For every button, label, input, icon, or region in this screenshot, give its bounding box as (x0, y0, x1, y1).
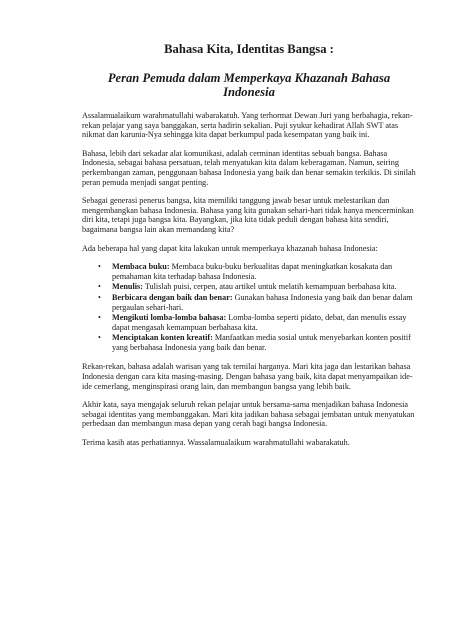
list-item-term: Membaca buku: (112, 262, 170, 272)
paragraph-closing: Terima kasih atas perhatiannya. Wassalamualaikum warahmatullahi wabarakatuh. (82, 438, 350, 448)
bullet-icon: • (98, 313, 101, 323)
list-item (98, 313, 416, 332)
list-item-term: Menciptakan konten kreatif: (112, 333, 213, 343)
paragraph-heritage: Rekan-rekan, bahasa adalah warisan yang tak ternilai harganya. Mari kita jaga dan lestarikan bahasa Indonesia dengan cara kita masing-masing. Dengan bahasa yang baik, kita dapat menyampaikan ide-ide cemerlang, menginspirasi orang lain, dan membangun bangsa yang lebih baik. (82, 362, 413, 391)
bullet-icon: • (98, 282, 101, 292)
list-item (98, 293, 416, 312)
bullet-icon: • (98, 262, 101, 272)
paragraph-invitation: Akhir kata, saya mengajak seluruh rekan pelajar untuk bersama-sama menjadikan bahasa Indonesia sebagai identitas yang membanggakan. Mari kita jadikan bahasa sebagai jembatan untuk menyatukan perbedaan dan membangun masa depan yang cerah bagi bangsa Indonesia. (82, 400, 415, 429)
list-item-term: Berbicara dengan baik dan benar: (112, 292, 233, 302)
paragraph-greeting: Assalamualaikum warahmatullahi wabarakatuh. Yang terhormat Dewan Juri yang berbahagia, rekan-rekan pelajar yang saya banggakan, serta hadirin sekalian. Puji syukur kehadirat Allah SWT atas nikmat dan karunia-Nya sehingga kita dapat berkumpul pada kesempatan yang baik ini. (82, 111, 413, 140)
list-item-text: Membaca buku-buku berkualitas dapat meningkatkan kosakata dan pemahaman kita terhadap bahasa Indonesia. (112, 262, 393, 281)
list-item-text: Tulislah puisi, cerpen, atau artikel untuk melatih kemampuan berbahasa kita. (142, 282, 397, 292)
list-item-text: Manfaatkan media sosial untuk menyebarkan konten positif yang berbahasa Indonesia yang baik dan benar. (112, 333, 411, 352)
list-item-text: Lomba-lomba seperti pidato, debat, dan menulis essay dapat mengasah kemampuan berbahasa kita. (112, 313, 407, 332)
action-list (82, 262, 416, 352)
list-item-text: Gunakan bahasa Indonesia yang baik dan benar dalam pergaulan sehari-hari. (112, 292, 413, 312)
list-item (98, 282, 416, 292)
list-item (98, 333, 416, 352)
list-item-term: Menulis: (112, 282, 143, 292)
document-title: Bahasa Kita, Identitas Bangsa : (164, 42, 334, 56)
bullet-icon: • (98, 333, 101, 343)
paragraph-list-intro: Ada beberapa hal yang dapat kita lakukan untuk memperkaya khazanah bahasa Indonesia: (82, 243, 378, 253)
paragraph-language-identity: Bahasa, lebih dari sekadar alat komunikasi, adalah cerminan identitas sebuah bangsa. Bahasa Indonesia, sebagai bahasa persatuan, telah menyatukan kita dalam keberagaman. Namun, seiring perkembangan zaman, penggunaan bahasa Indonesia yang baik dan benar semakin terkikis. Di sinilah peran pemuda menjadi sangat penting. (82, 148, 416, 187)
bullet-icon: • (98, 292, 101, 302)
list-item-term: Mengikuti lomba-lomba bahasa: (112, 313, 227, 323)
list-item (98, 262, 416, 281)
document-subtitle: Peran Pemuda dalam Memperkaya Khazanah Bahasa Indonesia (107, 71, 391, 99)
paragraph-youth-responsibility: Sebagai generasi penerus bangsa, kita memiliki tanggung jawab besar untuk melestarikan dan mengembangkan bahasa Indonesia. Bahasa yang kita gunakan sehari-hari tidak hanya mencerminkan diri kita, tetapi juga bangsa kita. Bayangkan, jika kita tidak peduli dengan bahasa kita sendiri, bagaimana bangsa lain akan memandang kita? (82, 196, 414, 234)
